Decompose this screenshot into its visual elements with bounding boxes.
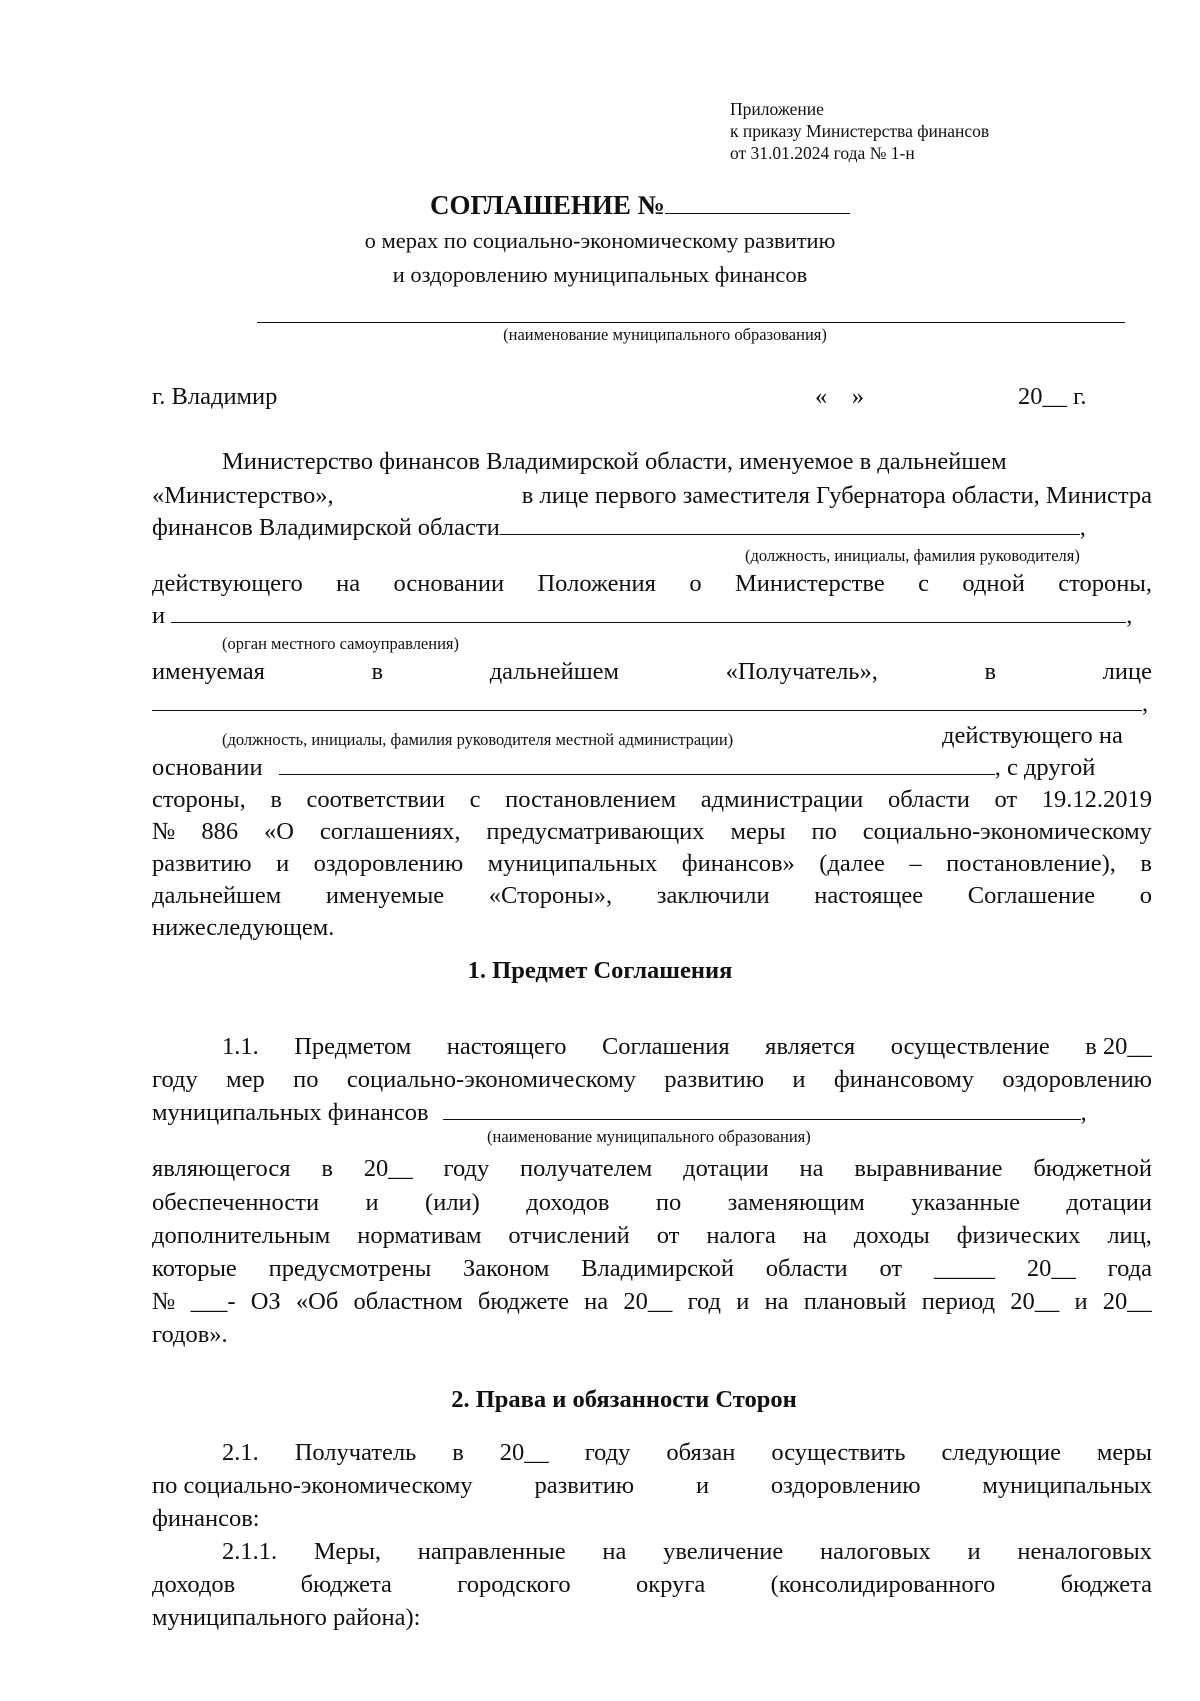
municipality-name-blank [257, 322, 1125, 323]
basis-blank [279, 774, 995, 775]
title-subtitle-1: о мерах по социально-экономическому развитию [364, 228, 836, 253]
s2-line-3: финансов: [152, 1505, 260, 1532]
s1-line-3: муниципальных финансов , [152, 1099, 1087, 1126]
s1-line-4: являющегося в 20__ году получателем дотации на выравнивание бюджетной [152, 1155, 1152, 1182]
agreement-title [430, 190, 850, 221]
preamble-line-10: стороны, в соответствии с постановлением администрации области от 19.12.2019 [152, 786, 1152, 813]
preamble-line-6: именуемая в дальнейшем «Получатель», в лице [152, 658, 1152, 685]
admin-head-caption: (должность, инициалы, фамилия руководителя местной администрации) [222, 730, 734, 749]
preamble-line-14: нижеследующем. [152, 914, 335, 941]
preamble-line-3: финансов Владимирской области , [152, 514, 1086, 541]
preamble-line-8: действующего на [942, 722, 1123, 749]
s1-line-7: которые предусмотрены Законом Владимирской области от _____ 20__ года [152, 1255, 1152, 1282]
preamble-line-11: № 886 «О соглашениях, предусматривающих меры по социально-экономическому [152, 818, 1152, 845]
municipality-caption: (наименование муниципального образования) [503, 325, 827, 344]
appendix-line-3: от 31.01.2024 года № 1-н [730, 143, 915, 163]
s1-municipality-blank [443, 1119, 1081, 1120]
s2-line-1: 2.1. Получатель в 20__ году обязан осуществить следующие меры [222, 1439, 1152, 1466]
head-caption: (должность, инициалы, фамилия руководителя) [745, 546, 1080, 565]
s1-line-6: дополнительным нормативам отчислений от налога на доходы физических лиц, [152, 1222, 1152, 1249]
s2-line-6: муниципального района): [152, 1604, 421, 1631]
organ-name-blank [171, 622, 1126, 623]
preamble-line-2: «Министерство», в лице первого заместителя Губернатора области, Министра [152, 482, 1152, 509]
appendix-line-1: Приложение [730, 99, 824, 119]
admin-head-blank [152, 710, 1142, 711]
appendix-line-2: к приказу Министерства финансов [730, 121, 990, 141]
s2-line-5: доходов бюджета городского округа (консолидированного бюджета [152, 1571, 1152, 1598]
city-label: г. Владимир [152, 383, 278, 410]
s1-municipality-caption: (наименование муниципального образования) [487, 1127, 811, 1146]
appendix-block [730, 98, 989, 164]
agreement-number-blank [665, 213, 850, 214]
head-name-blank [500, 534, 1080, 535]
s1-line-9: годов». [152, 1321, 228, 1348]
preamble-line-1: Министерство финансов Владимирской области, именуемое в дальнейшем [222, 448, 1007, 475]
preamble-line-4: действующего на основании Положения о Министерстве с одной стороны, [152, 570, 1152, 597]
s2-line-4: 2.1.1. Меры, направленные на увеличение налоговых и неналоговых [222, 1538, 1152, 1565]
s1-line-5: обеспеченности и (или) доходов по заменяющим указанные дотации [152, 1189, 1152, 1216]
date-quotes: « » [815, 383, 864, 410]
section-2-heading: 2. Права и обязанности Сторон [451, 1386, 797, 1413]
preamble-line-12: развитию и оздоровлению муниципальных финансов» (далее – постановление), в [152, 850, 1152, 877]
agreement-title-text: СОГЛАШЕНИЕ № [430, 190, 665, 220]
organ-caption: (орган местного самоуправления) [222, 634, 460, 653]
preamble-line-7: , [152, 690, 1148, 718]
section-1-heading: 1. Предмет Соглашения [467, 957, 733, 984]
s1-line-1: 1.1. Предметом настоящего Соглашения является осуществление в 20__ [222, 1033, 1152, 1060]
s1-line-8: № ___- ОЗ «Об областном бюджете на 20__ год и на плановый период 20__ и 20__ [152, 1288, 1152, 1315]
preamble-line-5: и , [152, 602, 1133, 629]
s1-line-2: году мер по социально-экономическому развитию и финансовому оздоровлению [152, 1066, 1152, 1093]
preamble-line-9: основании , с другой [152, 754, 1096, 781]
date-year: 20__ г. [1018, 383, 1087, 410]
title-subtitle-2: и оздоровлению муниципальных финансов [392, 262, 808, 287]
preamble-line-13: дальнейшем именуемые «Стороны», заключили настоящее Соглашение о [152, 882, 1152, 909]
s2-line-2: по социально-экономическому развитию и оздоровлению муниципальных [152, 1472, 1152, 1499]
